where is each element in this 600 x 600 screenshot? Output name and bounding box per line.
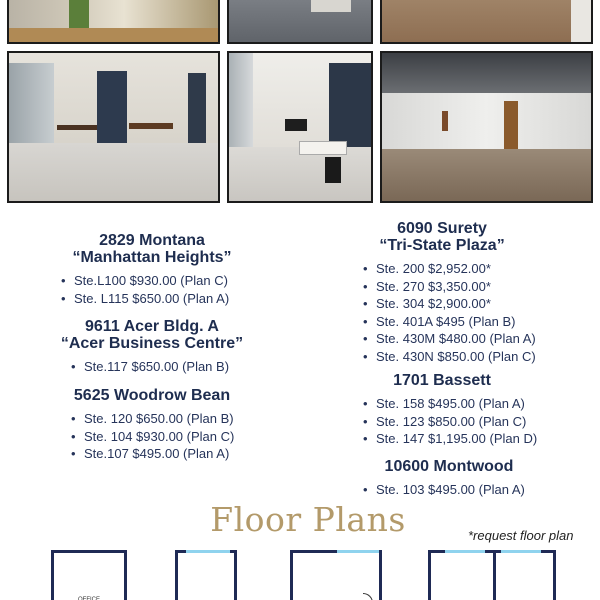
floor-plan-c: [290, 550, 382, 600]
partition-wall: [493, 553, 496, 600]
photo-empty-room: [380, 0, 593, 44]
property-montana: [52, 232, 252, 307]
suite-list: [362, 260, 542, 365]
property-montwood: [342, 458, 556, 499]
suite-list: [60, 272, 252, 307]
suite-item: • Ste. 401A $495 (Plan B): [362, 313, 542, 331]
suite-item: • Ste. 430N $850.00 (Plan C): [362, 348, 542, 366]
suite-list: [70, 410, 252, 463]
photo-hallway: [380, 51, 593, 203]
floor-plans-title: Floor Plans: [210, 500, 406, 539]
suite-item: • Ste. 158 $495.00 (Plan A): [362, 395, 542, 413]
property-surety: [342, 220, 542, 365]
suite-item: • Ste. 200 $2,952.00*: [362, 260, 542, 278]
suite-item: • Ste. 270 $3,350.00*: [362, 278, 542, 296]
office-label: OFFICE: [78, 597, 100, 600]
suite-list: [362, 481, 556, 499]
floor-plan-a: [51, 550, 127, 600]
suite-item: • Ste. 430M $480.00 (Plan A): [362, 330, 542, 348]
property-address: 1701 Bassett: [393, 372, 491, 389]
suite-item: • Ste. L115 $650.00 (Plan A): [60, 290, 252, 308]
suite-item: • Ste.L100 $930.00 (Plan C): [60, 272, 252, 290]
photo-conference-room: [227, 51, 373, 203]
door-marker: [337, 550, 379, 553]
door-swing-icon: [363, 593, 373, 600]
property-name: “Manhattan Heights”: [72, 249, 232, 266]
suite-item: • Ste. 104 $930.00 (Plan C): [70, 428, 252, 446]
property-woodrow: [52, 387, 252, 463]
door-marker: [445, 550, 485, 553]
floor-plan-b: [175, 550, 237, 600]
property-address: 6090 Surety: [397, 220, 487, 237]
suite-list: [70, 358, 252, 376]
property-acer: [52, 318, 252, 376]
property-bassett: [342, 372, 542, 448]
floor-plan-note: *request floor plan: [468, 528, 574, 543]
photo-lobby: [7, 0, 220, 44]
suite-item: • Ste. 123 $850.00 (Plan C): [362, 413, 542, 431]
property-address: 10600 Montwood: [384, 458, 514, 475]
suite-item: • Ste.117 $650.00 (Plan B): [70, 358, 252, 376]
suite-item: • Ste. 304 $2,900.00*: [362, 295, 542, 313]
suite-item: • Ste. 120 $650.00 (Plan B): [70, 410, 252, 428]
door-marker: [186, 550, 230, 553]
suite-list: [362, 395, 542, 448]
door-marker: [501, 550, 541, 553]
photo-carpet-office: [227, 0, 373, 44]
suite-item: • Ste.107 $495.00 (Plan A): [70, 445, 252, 463]
property-address: 9611 Acer Bldg. A: [85, 318, 219, 335]
suite-item: • Ste. 147 $1,195.00 (Plan D): [362, 430, 542, 448]
property-address: 2829 Montana: [99, 232, 205, 249]
suite-item: • Ste. 103 $495.00 (Plan A): [362, 481, 556, 499]
property-address: 5625 Woodrow Bean: [73, 387, 231, 404]
property-name: “Tri-State Plaza”: [379, 237, 505, 254]
floor-plan-d: [428, 550, 556, 600]
photo-break-room: [7, 51, 220, 203]
property-name: “Acer Business Centre”: [60, 335, 244, 352]
